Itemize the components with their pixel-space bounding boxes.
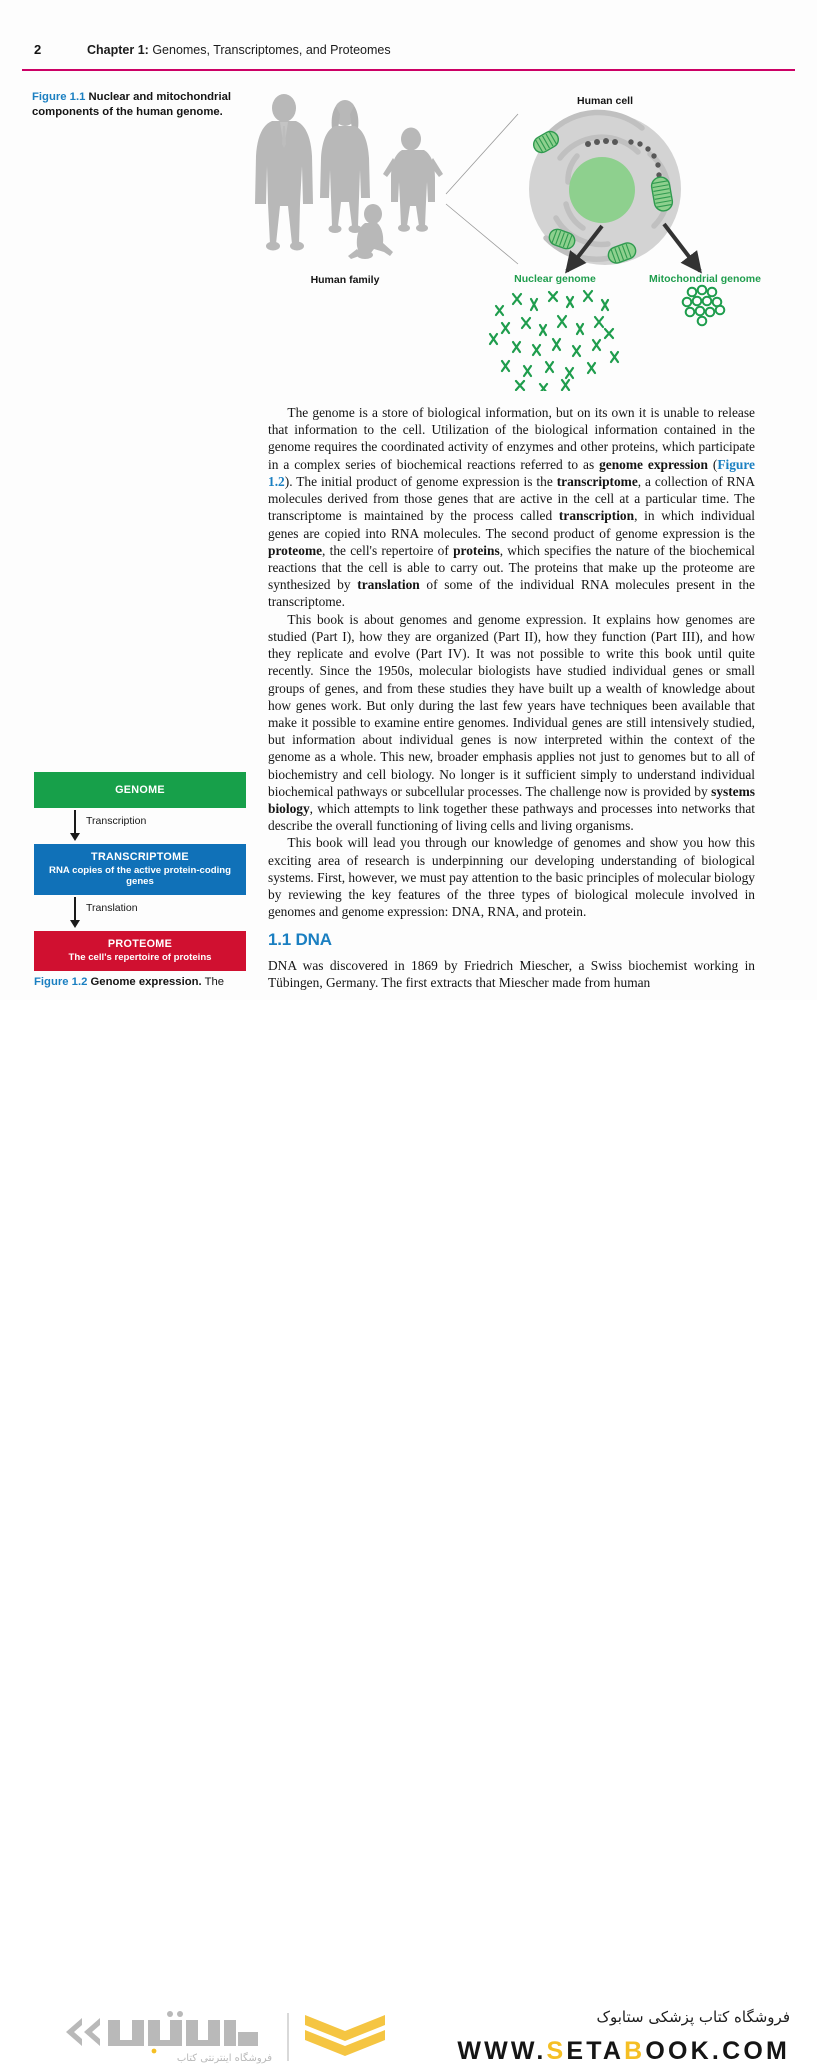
xref-figure-1-2[interactable]: Figure 1.2 — [268, 456, 755, 489]
arrow-shaft-icon — [74, 810, 76, 835]
setabook-logo-tagline: فروشگاه اینترنتی کتاب — [176, 2053, 272, 2064]
paragraph-3: This book will lead you through our knowledge of genomes and show you how this exciting area of research is underpinning our developing understanding of biological systems. First, however, we must pay attention to the basic principles of molecular biology by reviewing the key features of the three types of biological molecule involved in genomes and genome expression: DNA, RNA, and protein. — [268, 835, 755, 920]
paragraph-1: The genome is a store of biological information, but on its own it is unable to release that information to the cell. Utilization of the biological information contained in the genome requires the coordinated activity of enzymes and other proteins, which participate in a complex series of biochemical reactions referred to as genome expression (Figure 1.2). The initial product of genome expression is the transcriptome, a collection of RNA molecules derived from those genes that are active in the cell at a particular time. The transcriptome is maintained by the process called transcription, in which individual genes are copied into RNA molecules. The second product of genome expression is the proteome, the cell's repertoire of proteins, which specifies the nature of the biochemical reactions that the cell is able to carry out. The proteins that make up the proteome are synthesized by translation of some of the individual RNA molecules present in the transcriptome. — [268, 405, 756, 610]
logo-divider — [287, 2013, 289, 2061]
figure-1-2-caption — [34, 975, 260, 990]
figure-1-1-caption — [32, 90, 250, 120]
term-proteins: proteins — [453, 542, 500, 558]
url-letter-b: B — [624, 2037, 646, 2065]
human-family-silhouettes — [255, 94, 443, 259]
flow-box-proteome-title: PROTEOME — [107, 938, 173, 950]
flow-arrow-transcription — [34, 808, 246, 844]
arrow-head-icon — [70, 833, 80, 841]
arrow-head-icon — [70, 920, 80, 928]
watermark-url — [430, 2037, 790, 2066]
section-heading-1-1-dna: 1.1 DNA — [268, 930, 332, 949]
paragraph-2: This book is about genomes and genome expression. It explains how genomes are studied (Part I), how they are organized (Part II), how they function (Part III), and how they replicate and evolve (Part IV). It was not possible to write this book until quite recently. Since the 1950s, molecular biologists have studied individual genes or small groups of genes, and from these studies they have built up a wealth of knowledge about how genes work. But only during the last few years have techniques been available that make it possible to examine entire genomes. Individual genes are still intensively studied, but information about individual genes is now interpreted within the context of the genome as a whole. This new, broader emphasis applies not just to genomes but to all of biochemistry and cell biology. No longer is it sufficient simply to understand individual biochemical pathways or subcellular processes. The challenge now is provided by systems biology, which attempts to link together these pathways and processes into networks that describe the overall functioning of living cells and living organisms. — [268, 611, 755, 834]
figure-1-1-number: Figure 1.1 — [32, 91, 86, 103]
figure-1-2-number: Figure 1.2 — [34, 976, 88, 988]
term-proteome: proteome — [268, 542, 323, 558]
silhouette-woman — [320, 100, 370, 233]
setabook-logo-wordmark — [62, 2010, 272, 2054]
chapter-title-line — [87, 43, 391, 57]
running-head — [0, 42, 817, 64]
section-body-text — [268, 957, 755, 991]
flow-arrow-translation-label: Translation — [86, 902, 138, 914]
magnifier-guide-lines — [446, 114, 518, 264]
silhouette-boy — [383, 128, 443, 232]
label-mitochondrial-genome: Mitochondrial genome — [648, 273, 762, 285]
nucleus — [569, 157, 635, 223]
flow-box-transcriptome-subtitle: RNA copies of the active protein-coding genes — [49, 865, 231, 887]
flow-box-proteome — [34, 931, 246, 971]
figure-1-1-caption-text: Nuclear and mitochondrial components of the human genome. — [32, 91, 232, 119]
url-letter-s: S — [546, 2037, 567, 2065]
header-rule — [22, 69, 795, 71]
body-text-column — [268, 404, 755, 921]
url-prefix: WWW. — [457, 2037, 547, 2065]
term-translation: translation — [357, 577, 420, 593]
flow-box-transcriptome-title: TRANSCRIPTOME — [91, 851, 189, 863]
watermark-banner — [0, 1000, 817, 2065]
mitochondrial-genome-circles — [683, 286, 725, 326]
chromosome-spread — [490, 291, 618, 391]
section-paragraph: DNA was discovered in 1869 by Friedrich Miescher, a Swiss biochemist working in Tübingen, Germany. The first extracts that Miescher made from human — [268, 958, 755, 991]
chapter-title: Genomes, Transcriptomes, and Proteomes — [152, 43, 391, 57]
flow-arrow-translation — [34, 895, 246, 931]
url-suffix: OOK.COM — [645, 2037, 790, 2065]
arrow-shaft-icon — [74, 897, 76, 922]
flow-box-genome — [34, 772, 246, 808]
term-systems-biology: systems biology — [268, 783, 755, 817]
term-transcription: transcription — [558, 508, 635, 524]
silhouette-man — [255, 94, 313, 251]
flow-box-proteome-subtitle: The cell's repertoire of proteins — [68, 952, 212, 963]
setabook-chevron-mark — [303, 2013, 387, 2059]
flow-box-transcriptome — [34, 844, 246, 895]
label-human-family: Human family — [310, 274, 380, 286]
term-genome-expression: genome expression — [599, 456, 708, 472]
figure-1-2-caption-rest: The — [204, 976, 225, 988]
figure-1-1-svg — [250, 86, 795, 391]
page-number: 2 — [34, 42, 42, 57]
textbook-page — [0, 0, 817, 1000]
flow-arrow-transcription-label: Transcription — [86, 815, 147, 827]
chapter-number: Chapter 1: — [87, 43, 149, 57]
flow-box-genome-title: GENOME — [115, 784, 165, 796]
figure-1-2-flowchart — [34, 772, 246, 971]
url-letters-eta: ETA — [566, 2037, 625, 2065]
figure-1-2-caption-title: Genome expression. — [90, 976, 202, 988]
figure-1-1-artwork — [250, 86, 795, 391]
human-cell-diagram — [529, 112, 681, 265]
label-human-cell: Human cell — [576, 95, 634, 107]
label-nuclear-genome: Nuclear genome — [514, 273, 596, 285]
term-transcriptome: transcriptome — [556, 473, 638, 489]
watermark-persian-title: فروشگاه کتاب پزشکی ستابوک — [596, 2008, 790, 2026]
